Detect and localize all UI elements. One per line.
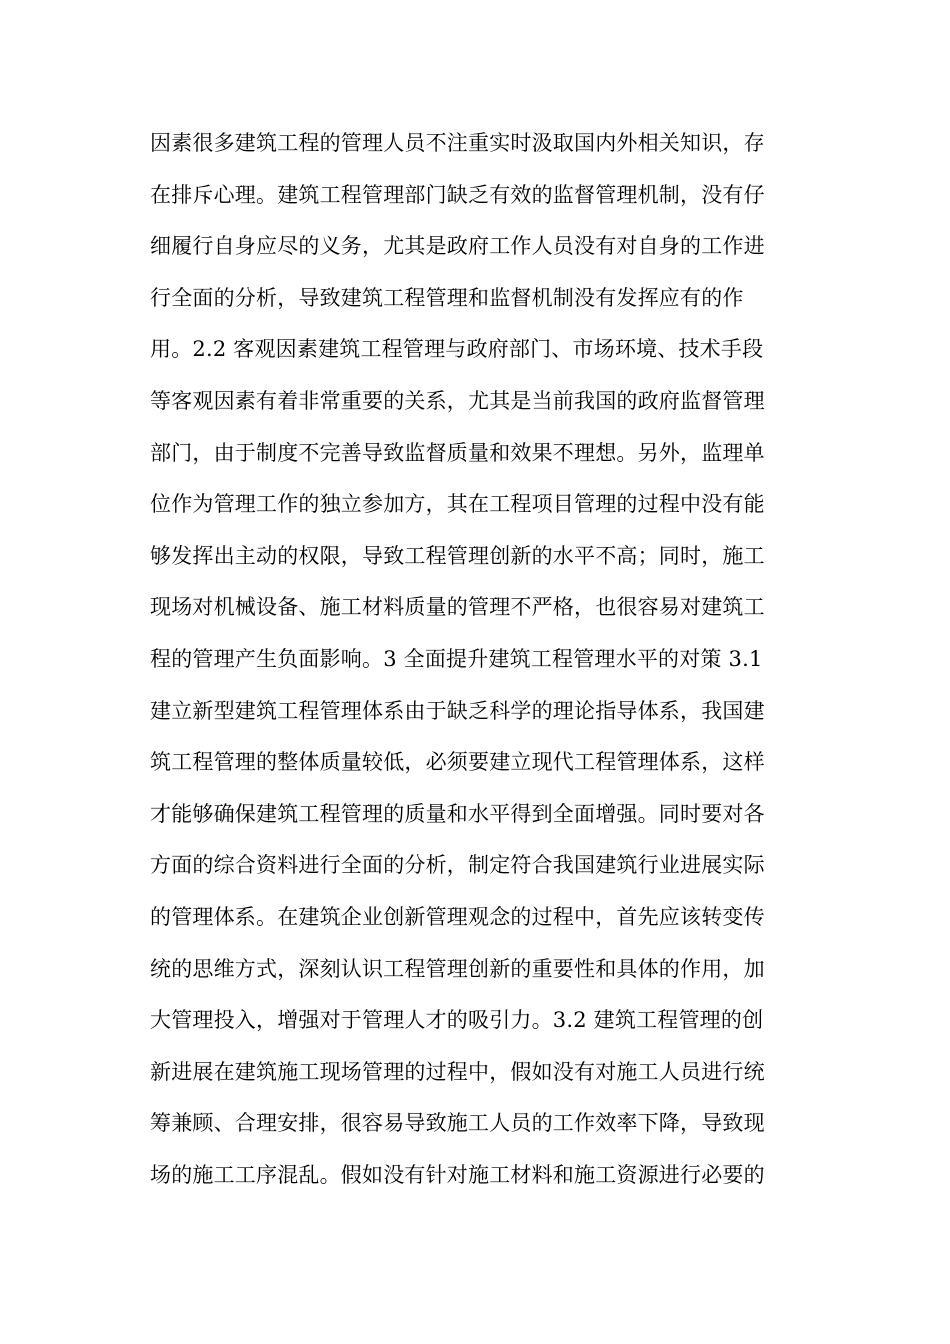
text-line: 在排斥心理。建筑工程管理部门缺乏有效的监督管理机制，没有仔 [150, 182, 765, 207]
text-line: 大管理投入，增强对于管理人才的吸引力。3.2 建筑工程管理的创 [150, 1008, 764, 1033]
text-line: 场的施工工序混乱。假如没有针对施工材料和施工资源进行必要的 [150, 1162, 765, 1187]
text-line: 建立新型建筑工程管理体系由于缺乏科学的理论指导体系，我国建 [150, 698, 765, 723]
text-line: 位作为管理工作的独立参加方，其在工程项目管理的过程中没有能 [150, 492, 765, 517]
text-line: 因素很多建筑工程的管理人员不注重实时汲取国内外相关知识，存 [150, 131, 765, 155]
text-line: 部门，由于制度不完善导致监督质量和效果不理想。另外，监理单 [150, 440, 765, 465]
text-line: 的管理体系。在建筑企业创新管理观念的过程中，首先应该转变传 [150, 904, 765, 929]
text-line: 够发挥出主动的权限，导致工程管理创新的水平不高；同时，施工 [150, 543, 765, 568]
text-line: 统的思维方式，深刻认识工程管理创新的重要性和具体的作用，加 [150, 956, 765, 981]
text-line: 细履行自身应尽的义务，尤其是政府工作人员没有对自身的工作进 [150, 234, 765, 259]
text-line: 行全面的分析，导致建筑工程管理和监督机制没有发挥应有的作 [150, 285, 744, 310]
body-text [150, 118, 810, 1201]
text-line: 用。2.2 客观因素建筑工程管理与政府部门、市场环境、技术手段 [150, 337, 764, 362]
text-line: 现场对机械设备、施工材料质量的管理不严格，也很容易对建筑工 [150, 595, 765, 620]
text-line: 才能够确保建筑工程管理的质量和水平得到全面增强。同时要对各 [150, 801, 765, 826]
text-line: 新进展在建筑施工现场管理的过程中，假如没有对施工人员进行统 [150, 1059, 765, 1084]
text-line: 等客观因素有着非常重要的关系，尤其是当前我国的政府监督管理 [150, 388, 765, 413]
text-line: 筹兼顾、合理安排，很容易导致施工人员的工作效率下降，导致现 [150, 1111, 765, 1136]
text-line: 方面的综合资料进行全面的分析，制定符合我国建筑行业进展实际 [150, 853, 765, 878]
text-line: 筑工程管理的整体质量较低，必须要建立现代工程管理体系，这样 [150, 750, 765, 775]
text-line: 程的管理产生负面影响。3 全面提升建筑工程管理水平的对策 3.1 [150, 646, 763, 671]
